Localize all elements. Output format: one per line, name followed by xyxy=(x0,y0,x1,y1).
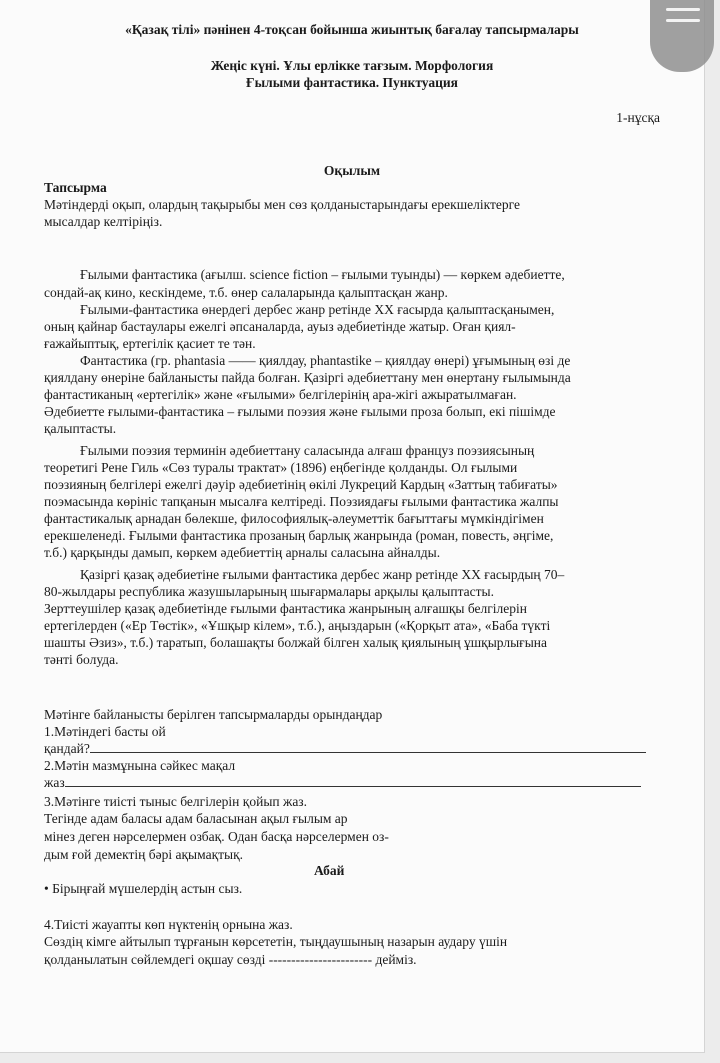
text-line: Әдебиетте ғылыми-фантастика – ғылыми поэзия және ғылыми проза болып, екі пішімде xyxy=(44,404,556,419)
text-line: фантастикалық арнадан бөлекше, философиялық-әлеуметтік бағыттағы мүмкіндігімен xyxy=(44,511,544,526)
menu-icon xyxy=(666,8,700,11)
text-line: поэзияның белгілері ежелгі дәуір әдебиетінің өкілі Лукреций Кардың «Заттың табиғаты» xyxy=(44,477,558,492)
poem-author: Абай xyxy=(314,863,345,878)
text-line: поэмасында көрініс тапқанын мысалға келтіреді. Поэзиядағы ғылыми фантастика жалпы xyxy=(44,494,559,509)
text-line: Ғылыми фантастика (ағылш. science fiction – ғылыми туынды) — көркем әдебиетте, xyxy=(80,267,565,282)
text-line: ғажайыптық, ертегілік қасиет те тән. xyxy=(44,336,256,351)
tasks-intro: Мәтінге байланысты берілген тапсырмаларды орындаңдар xyxy=(44,707,383,722)
question-1-text: қандай? xyxy=(44,741,90,756)
question-1-continued xyxy=(44,740,646,757)
text-line: тәнті болуда. xyxy=(44,652,119,667)
task-label: Тапсырма xyxy=(44,180,107,195)
answer-line-2[interactable] xyxy=(65,774,641,787)
text-line: сондай-ақ кино, кескіндеме, т.б. өнер салаларында қалыптасқан жанр. xyxy=(44,285,448,300)
task-instruction-line: мысалдар келтіріңіз. xyxy=(44,214,163,229)
task-instruction-line: Мәтіндерді оқып, олардың тақырыбы мен сөз қолданыстарындағы ерекшеліктерге xyxy=(44,197,520,212)
variant-label: 1-нұсқа xyxy=(616,110,660,125)
poem-line: дым ғой демектің бәрі ақымақтық. xyxy=(44,847,244,862)
text-line: Ғылыми-фантастика өнердегі дербес жанр ретінде XX ғасырда қалыптасқанымен, xyxy=(80,302,555,317)
question-3: 3.Мәтінге тиісті тыныс белгілерін қойып жаз. xyxy=(44,794,308,809)
question-2-text: жаз xyxy=(44,775,65,790)
text-line: фантастиканың «ертегілік» және «ғылыми» белгілерінің ара-жігі ажыратылмаған. xyxy=(44,387,517,402)
text-line: қалыптасты. xyxy=(44,421,117,436)
document-subtitle-second: Ғылыми фантастика. Пунктуация xyxy=(246,75,458,90)
question-4-blank-sentence: қолданылатын сөйлемдегі оқшау сөзді ----------------------- дейміз. xyxy=(44,952,417,967)
text-line: Зерттеушілер қазақ әдебиетінде ғылыми фантастика жанрының алғашқы белгілерін xyxy=(44,601,528,616)
text-line: т.б.) қарқынды дамып, көркем әдебиеттің арналы саласына айналды. xyxy=(44,545,441,560)
document-title: «Қазақ тілі» пәнінен 4-тоқсан бойынша жиынтық бағалау тапсырмалары xyxy=(125,22,579,37)
document-subtitle: Жеңіс күні. Ұлы ерлікке тағзым. Морфология xyxy=(210,58,494,73)
menu-button[interactable] xyxy=(650,0,714,72)
menu-icon xyxy=(666,19,700,22)
question-2-continued xyxy=(44,774,641,791)
bullet-instruction: • Бірыңғай мүшелердің астын сыз. xyxy=(44,881,243,896)
text-line: шашты Әзиз», т.б.) таратып, болашақты болжай білген халық қиялының ұшқырлығына xyxy=(44,635,547,650)
question-4-text: Сөздің кімге айтылып тұрғанын көрсететін, тыңдаушының назарын аудару үшін xyxy=(44,934,508,949)
text-line: ертегілерден («Ер Төстік», «Ұшқыр кілем», т.б.), аңыздарын («Қорқыт ата», «Баба түкті xyxy=(44,618,551,633)
text-line: Ғылыми поэзия терминін әдебиеттану саласында алғаш француз поэзиясының xyxy=(80,443,535,458)
answer-line-1[interactable] xyxy=(90,740,646,753)
text-line: 80-жылдары республика жазушыларының шығармалары арқылы қалыптасты. xyxy=(44,584,494,599)
section-heading-reading: Оқылым xyxy=(323,163,381,178)
question-1: 1.Мәтіндегі басты ой xyxy=(44,724,166,739)
text-line: теоретигі Рене Гиль «Сөз туралы трактат» (1896) еңбегінде қолданды. Ол ғылыми xyxy=(44,460,518,475)
text-line: ерекшеленеді. Ғылыми фантастика прозаның барлық жанрында (роман, повесть, әңгіме, xyxy=(44,528,554,543)
poem-line: мінез деген нәрселермен озбақ. Одан басқа нәрселермен оз- xyxy=(44,829,389,844)
question-2: 2.Мәтін мазмұнына сәйкес мақал xyxy=(44,758,236,773)
text-line: оның қайнар бастаулары ежелгі әпсаналарда, ауыз әдебиетінде жатыр. Оған қиял- xyxy=(44,319,516,334)
poem-line: Тегінде адам баласы адам баласынан ақыл ғылым ар xyxy=(44,811,348,826)
text-line: қиялдану өнеріне байланысты пайда болған. Қазіргі әдебиеттану мен өнертану ғылымында xyxy=(44,370,571,385)
text-line: Қазіргі қазақ әдебиетіне ғылыми фантастика дербес жанр ретінде XX ғасырдың 70– xyxy=(80,567,565,582)
text-line: Фантастика (гр. phantasia —— қиялдау, phantastike – қиялдау өнері) ұғымының өзі де xyxy=(80,353,571,368)
question-4: 4.Тиісті жауапты көп нүктенің орнына жаз. xyxy=(44,917,293,932)
